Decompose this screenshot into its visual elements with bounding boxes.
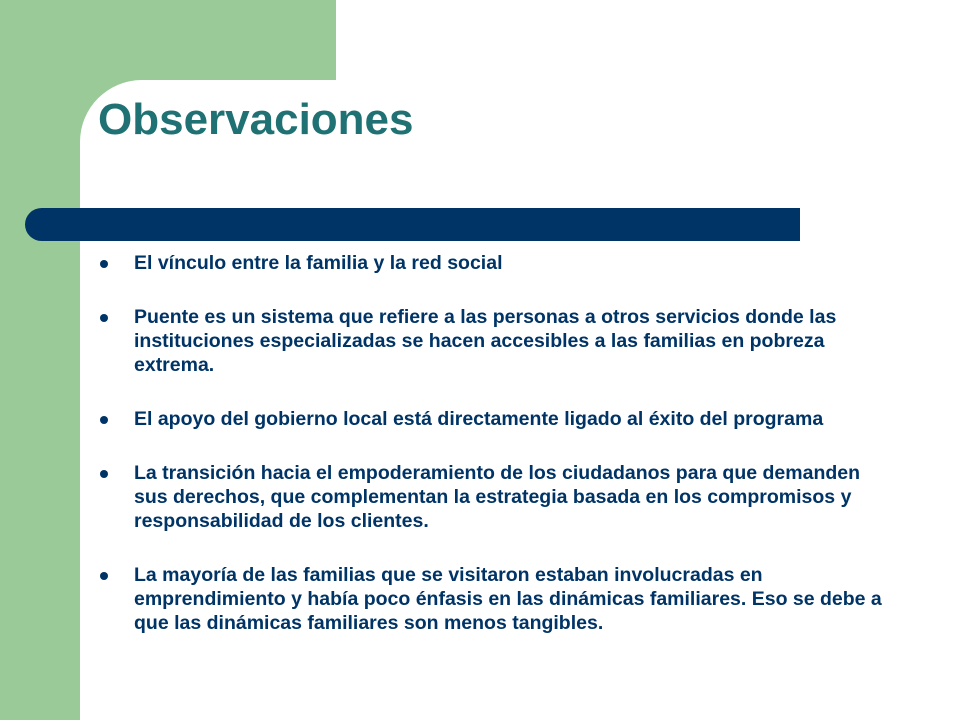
bullet-text: Puente es un sistema que refiere a las personas a otros servicios donde las instituciones especializadas se hacen accesibles a las familias en pobreza extrema. [134, 306, 837, 376]
bullet-list [98, 251, 898, 665]
bullet-text: La transición hacia el empoderamiento de los ciudadanos para que demanden sus derechos, que complementan la estrategia basada en los compromisos y responsabilidad de los clientes. [134, 462, 861, 532]
slide-title: Observaciones [98, 95, 414, 144]
bullet-dot-icon [100, 572, 108, 580]
bullet-item [98, 461, 898, 533]
bullet-item [98, 407, 898, 431]
bullet-dot-icon [100, 314, 108, 322]
bullet-item [98, 563, 898, 635]
bullet-text: El apoyo del gobierno local está directamente ligado al éxito del programa [134, 408, 824, 430]
bullet-item [98, 251, 898, 275]
bullet-text: El vínculo entre la familia y la red social [134, 252, 503, 274]
bullet-item [98, 305, 898, 377]
bullet-dot-icon [100, 260, 108, 268]
bullet-dot-icon [100, 416, 108, 424]
title-divider-bar [25, 208, 800, 241]
bullet-text: La mayoría de las familias que se visitaron estaban involucradas en emprendimiento y había poco énfasis en las dinámicas familiares. Eso se debe a que las dinámicas familiares son menos tangibles. [134, 564, 882, 634]
bullet-dot-icon [100, 470, 108, 478]
